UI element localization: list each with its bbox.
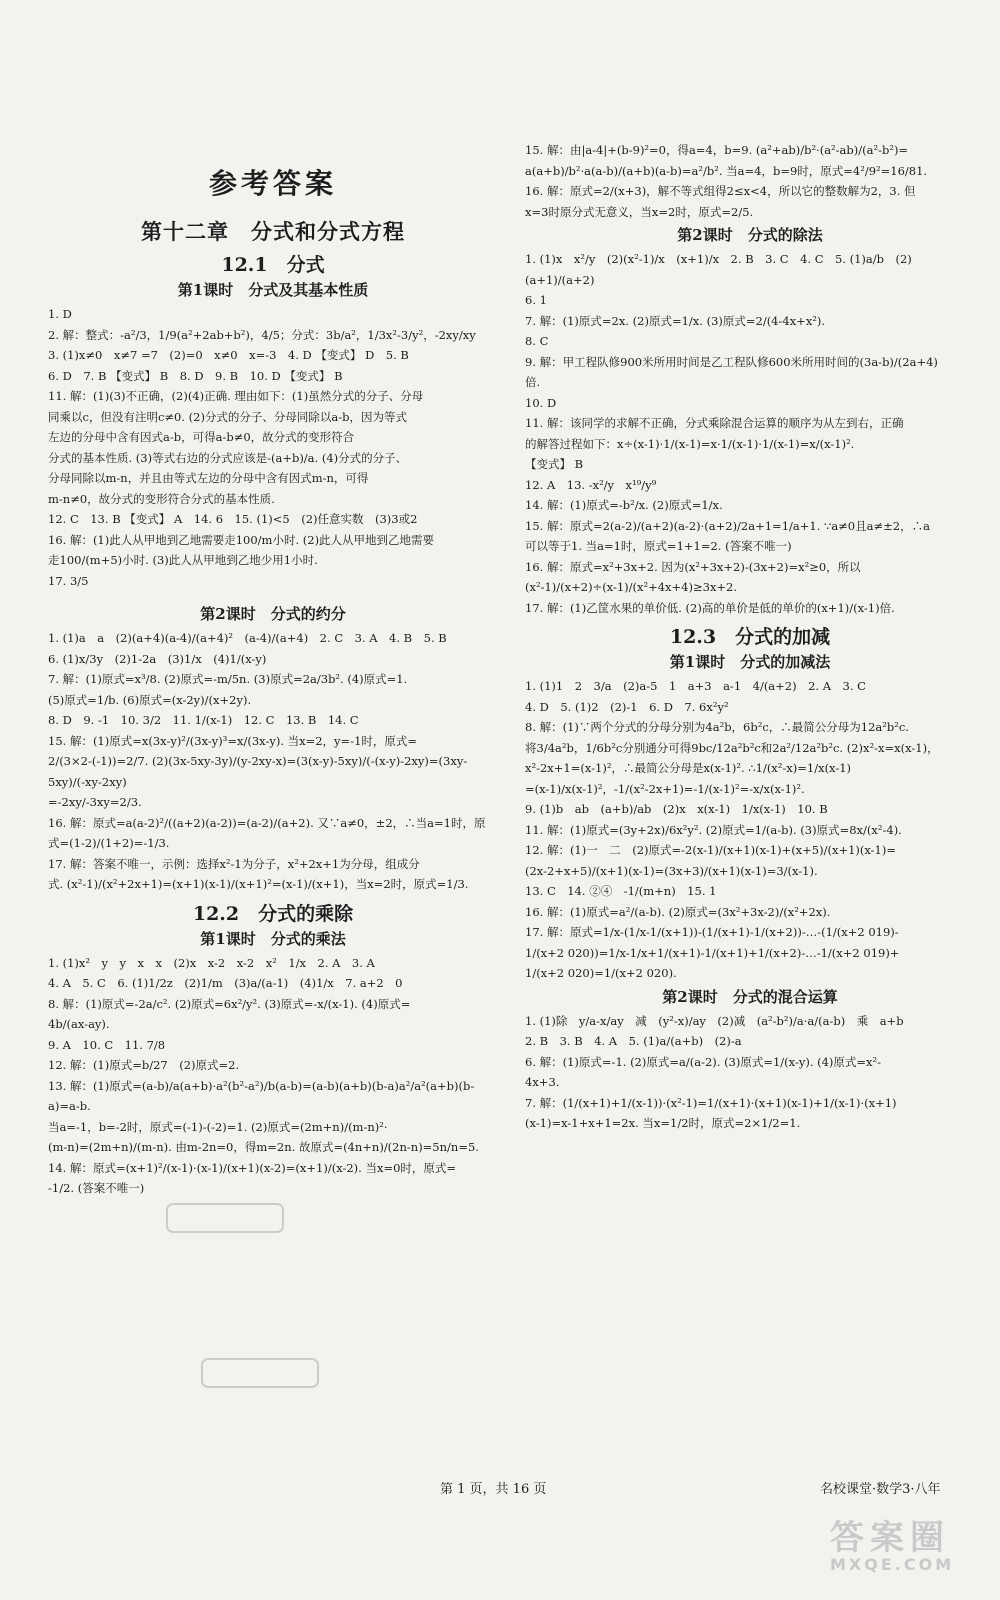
answer-line: 2. B 3. B 4. A 5. (1)a/(a+b) (2)-a (525, 1034, 742, 1048)
answer-line: 【变式】 B (525, 457, 584, 471)
answer-line: 7. 解：(1/(x+1)+1/(x-1))·(x²-1)=1/(x+1)·(x+1)(x-1)+1/(x-1)·(x+1) (525, 1095, 897, 1110)
answer-line: 分式的基本性质. (3)等式右边的分式应该是-(a+b)/a. (4)分式的分子、 (48, 450, 408, 465)
answer-line: 8. 解：(1)原式=-2a/c². (2)原式=6x²/y². (3)原式=-x/(x-1). (4)原式= (48, 996, 411, 1011)
answer-line: 1/(x+2 020)=1/(x+2 020). (525, 966, 677, 980)
answer-line: 倍. (525, 375, 541, 389)
answer-line: 式=(1-2)/(1+2)=-1/3. (48, 836, 170, 850)
answer-line: 当a=-1，b=-2时，原式=(-1)-(-2)=1. (2)原式=(2m+n)/(m-n)²· (48, 1119, 388, 1134)
answer-line: 可以等于1. 当a=1时，原式=1+1=2. (答案不唯一) (525, 539, 792, 553)
lesson-heading: 第1课时 分式及其基本性质 (177, 281, 369, 299)
section-heading-12-2: 12.2 分式的乘除 (192, 902, 354, 925)
answer-line: 11. 解：(1)(3)不正确，(2)(4)正确. 理由如下：(1)虽然分式的分子、分母 (48, 389, 424, 403)
answer-line: x=3时原分式无意义，当x=2时，原式=2/5. (525, 204, 754, 219)
answer-line: 17. 3/5 (48, 573, 89, 588)
answer-line: 17. 解：答案不唯一，示例：选择x²-1为分子，x²+2x+1为分母，组成分 (48, 856, 420, 871)
watermark-url: MXQE.COM (830, 1555, 955, 1574)
answer-line: 17. 解：原式=1/x-(1/x-1/(x+1))-(1/(x+1)-1/(x+2))-…-(1/(x+2 019)- (525, 925, 899, 939)
right-column (525, 140, 975, 1134)
answer-line: x²-2x+1=(x-1)²，∴最简公分母是x(x-1)². ∴1/(x²-x)=1/x(x-1) (525, 761, 852, 775)
answer-line: =(x-1)/x(x-1)²，-1/(x²-2x+1)=-1/(x-1)²=-x/x(x-1)². (525, 781, 805, 796)
answer-line: 12. A 13. -x²/y x¹⁹/y⁹ (525, 477, 657, 492)
answer-line: 14. 解：原式=(x+1)²/(x-1)·(x-1)/(x+1)(x-2)=(x+1)/(x-2). 当x=0时，原式= (48, 1160, 457, 1175)
answer-line: 1. (1)x² y y x x (2)x x-2 x-2 x² 1/x 2. A 3. A (48, 955, 375, 970)
answer-line: 8. 解：(1)∵两个分式的分母分别为4a²b，6b²c，∴最简公分母为12a²b²c. (525, 720, 909, 734)
answer-list (48, 304, 498, 591)
answer-line: 9. 解：甲工程队修900米所用时间是乙工程队修600米所用时间的(3a-b)/(2a+4) (525, 354, 938, 369)
answer-line: 4b/(ax-ay). (48, 1017, 110, 1031)
answer-line: 6. 解：(1)原式=-1. (2)原式=a/(a-2). (3)原式=1/(x-y). (4)原式=x²- (525, 1054, 882, 1069)
lesson-heading: 第2课时 分式的混合运算 (662, 987, 838, 1006)
left-column (48, 130, 498, 1199)
answer-line: 3. (1)x≠0 x≠7 =7 (2)=0 x≠0 x=-3 4. D 【变式】 D 5. B (48, 348, 409, 362)
answer-line: 16. 解：(1)此人从甲地到乙地需要走100/m小时. (2)此人从甲地到乙地需要 (48, 532, 435, 547)
answer-list (525, 140, 975, 222)
answer-line: 9. (1)b ab (a+b)/ab (2)x x(x-1) 1/x(x-1) 10. B (525, 802, 828, 816)
answer-line: 16. 解：原式=2/(x+3)，解不等式组得2≤x<4，所以它的整数解为2，3. 但 (525, 184, 916, 198)
answer-line: a(a+b)/b²·a(a-b)/(a+b)(a-b)=a²/b². 当a=4，b=9时，原式=4²/9²=16/81. (525, 163, 928, 178)
lesson-heading: 第1课时 分式的加减法 (669, 653, 831, 671)
answer-list (48, 628, 498, 895)
lesson-heading: 第2课时 分式的除法 (677, 226, 823, 244)
answer-line: 1. D (48, 307, 72, 321)
answer-line: 2/(3×2-(-1))=2/7. (2)(3x-5xy-3y)/(y-2xy-x)=(3(x-y)-5xy)/(-(x-y)-2xy)=(3xy-5xy)/(-xy-2xy) (48, 754, 468, 789)
answer-line: 的解答过程如下：x÷(x-1)·1/(x-1)=x·1/(x-1)·1/(x-1)=x/(x-1)². (525, 436, 855, 451)
answer-line: (x²-1)/(x+2)÷(x-1)/(x²+4x+4)≥3x+2. (525, 580, 738, 594)
chapter-heading: 第十二章 分式和分式方程 (141, 219, 405, 244)
answer-line: 1. (1)1 2 3/a (2)a-5 1 a+3 a-1 4/(a+2) 2. A 3. C (525, 679, 866, 693)
section-heading-12-3: 12.3 分式的加减 (669, 626, 831, 648)
answer-line: 1/(x+2 020))=1/x-1/x+1/(x+1)-1/(x+1)+1/(x+2)-…-1/(x+2 019)+ (525, 945, 900, 960)
answer-line: 16. 解：原式=a(a-2)²/((a+2)(a-2))=(a-2)/(a+2). 又∵a≠0，±2，∴当a=1时，原 (48, 815, 486, 830)
answer-line: 8. C (525, 334, 549, 348)
answer-line: 同乘以c，但没有注明c≠0. (2)分式的分子、分母同除以a-b，因为等式 (48, 409, 408, 424)
answer-line: m-n≠0，故分式的变形符合分式的基本性质. (48, 491, 275, 506)
answer-line: (m-n)=(2m+n)/(m-n). 由m-2n=0，得m=2n. 故原式=(4n+n)/(2n-n)=5n/n=5. (48, 1140, 479, 1154)
watermark-logo (830, 1510, 990, 1590)
answer-line: 7. 解：(1)原式=x³/8. (2)原式=-m/5n. (3)原式=2a/3b². (4)原式=1. (48, 672, 408, 686)
lesson-heading: 第2课时 分式的约分 (200, 605, 346, 623)
answer-line: 15. 解：(1)原式=x(3x-y)²/(3x-y)³=x/(3x-y). 当x=2，y=-1时，原式= (48, 733, 418, 748)
answer-line: -1/2. (答案不唯一) (48, 1181, 145, 1195)
answer-line: 4. A 5. C 6. (1)1/2z (2)1/m (3)a/(a-1) (4)1/x 7. a+2 0 (48, 976, 403, 990)
answer-line: 走100/(m+5)小时. (3)此人从甲地到乙地少用1小时. (48, 553, 318, 567)
answer-line: 式. (x²-1)/(x²+2x+1)=(x+1)(x-1)/(x+1)²=(x-1)/(x+1)，当x=2时，原式=1/3. (48, 877, 469, 891)
answer-list (525, 1011, 975, 1134)
answer-list (525, 676, 975, 984)
answer-line: (5)原式=1/b. (6)原式=(x-2y)/(x+2y). (48, 692, 252, 707)
stamp-logo (165, 1200, 285, 1236)
answer-line: 8. D 9. -1 10. 3/2 11. 1/(x-1) 12. C 13. B 14. C (48, 713, 359, 727)
answer-list (48, 953, 498, 1199)
watermark-text: 答案圈 (830, 1518, 950, 1558)
answer-line: 13. 解：(1)原式=(a-b)/a(a+b)·a²(b²-a²)/b(a-b)=(a-b)(a+b)(b-a)a²/a²(a+b)(b-a)=a-b. (48, 1078, 475, 1113)
answer-line: 4x+3. (525, 1075, 560, 1089)
stamp-logo (200, 1355, 320, 1391)
answer-line: 1. (1)x x²/y (2)(x²-1)/x (x+1)/x 2. B 3. C 4. C 5. (1)a/b (2)(a+1)/(a+2) (525, 252, 912, 287)
answer-line: 6. 1 (525, 293, 547, 307)
answer-line: 16. 解：(1)原式=a²/(a-b). (2)原式=(3x²+3x-2)/(x²+2x). (525, 904, 831, 919)
answer-list (525, 249, 975, 618)
answer-line: 14. 解：(1)原式=-b²/x. (2)原式=1/x. (525, 498, 723, 512)
answer-line: 15. 解：原式=2(a-2)/(a+2)(a-2)·(a+2)/2a+1=1/a+1. ∵a≠0且a≠±2，∴a (525, 518, 930, 533)
answer-line: 15. 解：由|a-4|+(b-9)²=0，得a=4，b=9. (a²+ab)/b²·(a²-ab)/(a²-b²)= (525, 143, 909, 157)
book-brand: 名校课堂·数学3·八年 (820, 1482, 941, 1497)
answer-line: 10. D (525, 395, 557, 410)
answer-line: 11. 解：该同学的求解不正确，分式乘除混合运算的顺序为从左到右，正确 (525, 416, 904, 430)
answer-line: 6. D 7. B 【变式】 B 8. D 9. B 10. D 【变式】 B (48, 368, 343, 383)
answer-line: =-2xy/-3xy=2/3. (48, 795, 142, 809)
answer-line: 6. (1)x/3y (2)1-2a (3)1/x (4)1/(x-y) (48, 651, 267, 666)
answer-line: 7. 解：(1)原式=2x. (2)原式=1/x. (3)原式=2/(4-4x+x²). (525, 313, 826, 328)
answer-line: 4. D 5. (1)2 (2)-1 6. D 7. 6x²y² (525, 699, 729, 714)
answer-line: 分母同除以m-n，并且由等式左边的分母中含有因式m-n，可得 (48, 471, 369, 485)
lesson-heading: 第1课时 分式的乘法 (200, 929, 346, 948)
answer-line: 将3/4a²b，1/6b²c分别通分可得9bc/12a²b²c和2a²/12a²b²c. (2)x²-x=x(x-1)， (525, 740, 939, 755)
answer-line: 11. 解：(1)原式=(3y+2x)/6x²y². (2)原式=1/(a-b). (3)原式=8x/(x²-4). (525, 822, 902, 837)
page-footer (0, 1478, 1000, 1498)
answer-line: (2x-2+x+5)/(x+1)(x-1)=(3x+3)/(x+1)(x-1)=3/(x-1). (525, 863, 818, 878)
page-title: 参考答案 (208, 167, 337, 200)
answer-line: 12. 解：(1)一 二 (2)原式=-2(x-1)/(x+1)(x-1)+(x+5)/(x+1)(x-1)= (525, 843, 896, 857)
answer-line: 16. 解：原式=x²+3x+2. 因为(x²+3x+2)-(3x+2)=x²≥0，所以 (525, 559, 861, 574)
answer-line: 2. 解：整式：-a²/3，1/9(a²+2ab+b²)，4/5；分式：3b/a²，1/3x²-3/y²，-2xy/xy (48, 327, 476, 342)
section-heading-12-1: 12.1 分式 (221, 254, 325, 276)
answer-line: 12. 解：(1)原式=b/27 (2)原式=2. (48, 1058, 240, 1072)
page-number: 第 1 页，共 16 页 (440, 1482, 547, 1497)
answer-line: 1. (1)除 y/a-x/ay 减 (y²-x)/ay (2)减 (a²-b²)/a·a/(a-b) 乘 a+b (525, 1013, 904, 1028)
answer-line: (x-1)=x-1+x+1=2x. 当x=1/2时，原式=2×1/2=1. (525, 1116, 801, 1130)
answer-line: 12. C 13. B 【变式】 A 14. 6 15. (1)<5 (2)任意实数 (3)3或2 (48, 512, 418, 526)
answer-line: 9. A 10. C 11. 7/8 (48, 1037, 166, 1052)
answer-line: 13. C 14. ②④ -1/(m+n) 15. 1 (525, 884, 717, 898)
answer-line: 1. (1)a a (2)(a+4)(a-4)/(a+4)² (a-4)/(a+4) 2. C 3. A 4. B 5. B (48, 631, 447, 645)
answer-line: 17. 解：(1)乙筐水果的单价低. (2)高的单价是低的单价的(x+1)/(x-1)倍. (525, 600, 895, 615)
answer-line: 左边的分母中含有因式a-b，可得a-b≠0，故分式的变形符合 (48, 430, 355, 444)
